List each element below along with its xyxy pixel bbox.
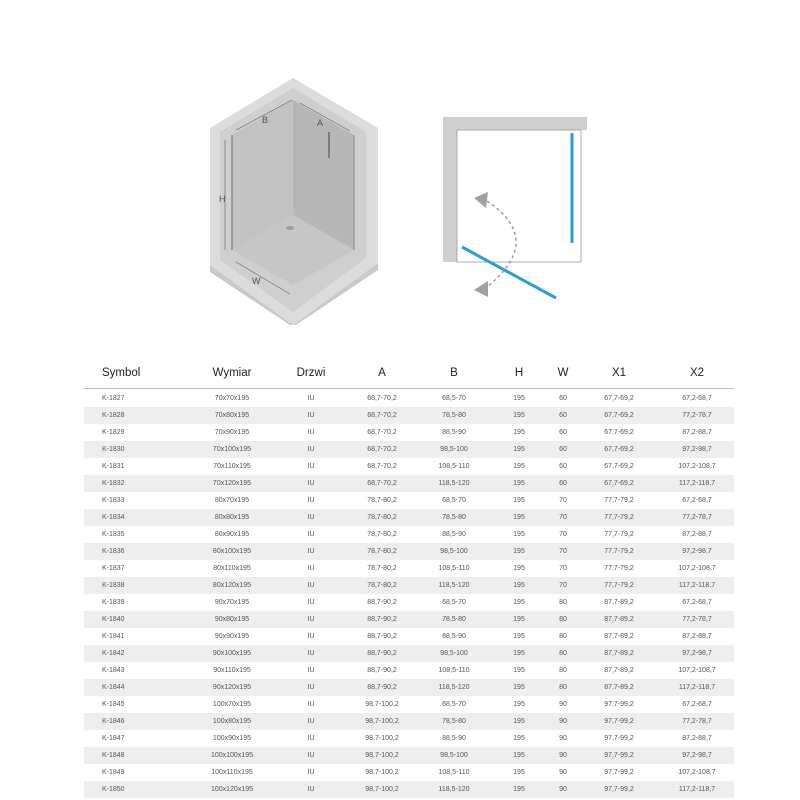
cell-a: 98,7-100,2 [346,747,418,764]
cell-symbol: K-1850 [84,781,188,798]
table-row [84,747,734,764]
cell-wymiar: 100x110x195 [211,769,253,776]
cell-symbol: K-1837 [102,565,125,572]
table-row [84,424,734,441]
cell-a: 98,7-100,2 [365,735,399,742]
cell-w: 80 [548,645,578,662]
column-header-wymiar: Wymiar [188,358,276,389]
cell-x1: 87,7-89,2 [604,667,634,674]
cell-w: 60 [548,441,578,458]
cell-symbol: K-1829 [102,429,125,436]
table-body [84,389,734,799]
cell-wymiar: 70x120x195 [188,475,276,492]
cell-x1: 77,7-79,2 [604,565,634,572]
cell-drzwi: IU [276,747,346,764]
cell-x2: 117,2-118,7 [660,475,734,492]
cell-wymiar: 100x70x195 [212,701,252,708]
cell-symbol: K-1839 [102,599,125,606]
cell-a: 68,7-70,2 [367,394,397,402]
cell-w: 90 [548,781,578,798]
cell-h: 195 [513,497,525,504]
cell-h: 195 [490,441,548,458]
cell-w: 90 [559,769,567,776]
cell-x2: 97,2-98,7 [660,747,734,764]
cell-x1: 77,7-79,2 [578,543,660,560]
cell-drzwi: IU [307,701,315,708]
specifications-table [84,358,734,798]
cell-wymiar: 90x80x195 [188,611,276,628]
dimension-label-w: W [252,276,261,286]
cell-x2: 97,2-98,7 [660,645,734,662]
cell-h: 195 [490,645,548,662]
cell-wymiar: 70x70x195 [214,394,250,402]
column-header-a: A [346,358,418,389]
shower-isometric-illustration [205,75,385,325]
cell-a: 78,7-80,2 [367,497,397,504]
cell-h: 195 [490,713,548,730]
cell-w: 60 [548,407,578,424]
cell-h: 195 [513,633,525,640]
cell-x2: 87,2-88,7 [682,633,712,640]
column-header-x2: X2 [660,358,734,389]
table-header-row [84,358,734,389]
cell-x2: 77,2-78,7 [660,407,734,424]
cell-a: 78,7-80,2 [346,577,418,594]
cell-h: 195 [513,463,525,470]
table-row [84,560,734,577]
cell-wymiar: 70x90x195 [214,429,250,436]
cell-b: 98,5-100 [418,645,490,662]
cell-w: 90 [548,747,578,764]
column-header-w: W [548,358,578,389]
cell-x1: 67,7-69,2 [604,463,634,470]
column-header-drzwi: Drzwi [276,358,346,389]
table-row [84,389,734,408]
cell-h: 195 [513,735,525,742]
cell-drzwi: IU [276,645,346,662]
cell-a: 98,7-100,2 [346,781,418,798]
cell-drzwi: IU [307,565,315,572]
shower-plan-illustration [440,110,590,305]
cell-a: 68,7-70,2 [367,463,397,470]
cell-b: 108,5-110 [438,667,470,674]
cell-x1: 97,7-99,2 [604,735,634,742]
cell-wymiar: 90x70x195 [214,599,250,606]
cell-symbol: K-1833 [102,497,125,504]
cell-x1: 67,7-69,2 [578,475,660,492]
cell-a: 98,7-100,2 [346,713,418,730]
table-row [84,764,734,781]
table-row [84,509,734,526]
cell-w: 60 [559,463,567,470]
cell-x2: 97,2-98,7 [660,543,734,560]
dimension-label-h: H [219,194,226,204]
cell-drzwi: IU [276,679,346,696]
cell-x2: 117,2-118,7 [660,679,734,696]
cell-b: 118,5-120 [418,475,490,492]
cell-x2: 107,2-108,7 [678,565,716,572]
cell-drzwi: IU [276,781,346,798]
cell-drzwi: IU [276,543,346,560]
cell-w: 70 [548,543,578,560]
table-row [84,781,734,798]
column-header-symbol: Symbol [84,358,188,389]
cell-a: 78,7-80,2 [367,531,397,538]
cell-wymiar: 100x120x195 [188,781,276,798]
cell-symbol: K-1848 [84,747,188,764]
cell-a: 68,7-70,2 [346,441,418,458]
cell-drzwi: IU [307,429,315,436]
cell-w: 80 [548,611,578,628]
table-row [84,407,734,424]
cell-a: 88,7-90,2 [346,679,418,696]
cell-wymiar: 80x120x195 [188,577,276,594]
cell-symbol: K-1845 [102,701,125,708]
cell-x2: 77,2-78,7 [660,713,734,730]
cell-h: 195 [490,611,548,628]
cell-b: 88,5-90 [442,735,466,742]
column-header-h: H [490,358,548,389]
cell-wymiar: 90x110x195 [213,667,251,674]
cell-x1: 77,7-79,2 [604,531,634,538]
cell-b: 98,5-100 [418,543,490,560]
cell-x1: 77,7-79,2 [578,509,660,526]
cell-w: 80 [548,679,578,696]
cell-w: 70 [559,531,567,538]
cell-h: 195 [513,429,525,436]
cell-symbol: K-1831 [102,463,125,470]
cell-wymiar: 70x80x195 [188,407,276,424]
table-row [84,441,734,458]
table-row [84,662,734,679]
cell-symbol: K-1842 [84,645,188,662]
cell-x1: 87,7-89,2 [604,633,634,640]
cell-symbol: K-1849 [102,769,125,776]
cell-x2: 117,2-118,7 [660,781,734,798]
cell-b: 88,5-90 [442,531,466,538]
cell-b: 108,5-110 [438,769,470,776]
cell-drzwi: IU [276,441,346,458]
cell-b: 68,5-70 [442,701,466,708]
cell-a: 78,7-80,2 [346,543,418,560]
cell-wymiar: 80x80x195 [188,509,276,526]
cell-x2: 97,2-98,7 [660,441,734,458]
cell-drzwi: IU [276,713,346,730]
cell-symbol: K-1843 [102,667,125,674]
cell-x1: 67,7-69,2 [578,407,660,424]
cell-b: 78,5-80 [418,611,490,628]
cell-drzwi: IU [276,611,346,628]
cell-h: 195 [490,509,548,526]
cell-x2: 67,2-68,7 [682,394,712,402]
cell-drzwi: IU [276,509,346,526]
cell-w: 60 [559,394,567,402]
table-row [84,594,734,611]
cell-b: 78,5-80 [418,713,490,730]
cell-h: 195 [490,781,548,798]
cell-wymiar: 80x110x195 [213,565,251,572]
cell-x1: 87,7-89,2 [578,645,660,662]
cell-drzwi: IU [307,497,315,504]
table-row [84,611,734,628]
cell-a: 88,7-90,2 [367,667,397,674]
cell-a: 68,7-70,2 [367,429,397,436]
cell-a: 68,7-70,2 [346,475,418,492]
cell-symbol: K-1846 [84,713,188,730]
cell-b: 118,5-120 [418,781,490,798]
cell-h: 195 [490,475,548,492]
cell-h: 195 [513,531,525,538]
dimension-label-a: A [317,118,324,128]
cell-wymiar: 80x100x195 [188,543,276,560]
cell-drzwi: IU [307,394,315,402]
cell-b: 108,5-110 [438,565,470,572]
cell-symbol: K-1832 [84,475,188,492]
cell-x2: 107,2-108,7 [678,769,716,776]
cell-symbol: K-1847 [102,735,125,742]
cell-symbol: K-1834 [84,509,188,526]
cell-w: 80 [559,667,567,674]
cell-x2: 77,2-78,7 [660,611,734,628]
cell-x1: 67,7-69,2 [604,394,634,402]
cell-w: 90 [559,701,567,708]
cell-drzwi: IU [307,463,315,470]
cell-x1: 67,7-69,2 [578,441,660,458]
cell-x2: 77,2-78,7 [660,509,734,526]
cell-h: 195 [490,747,548,764]
cell-x2: 87,2-88,7 [682,429,712,436]
cell-w: 60 [559,429,567,436]
cell-a: 78,7-80,2 [367,565,397,572]
cell-x2: 67,2-68,7 [682,701,712,708]
cell-x1: 97,7-99,2 [604,769,634,776]
cell-wymiar: 90x90x195 [214,633,250,640]
cell-b: 98,5-100 [418,441,490,458]
column-header-b: B [418,358,490,389]
cell-b: 118,5-120 [418,577,490,594]
cell-x1: 97,7-99,2 [604,701,634,708]
cell-wymiar: 100x80x195 [188,713,276,730]
cell-h: 195 [513,565,525,572]
cell-b: 68,5-70 [442,497,466,504]
cell-h: 195 [490,577,548,594]
cell-x1: 97,7-99,2 [578,747,660,764]
table-row [84,713,734,730]
cell-a: 78,7-80,2 [346,509,418,526]
cell-wymiar: 100x90x195 [212,735,252,742]
cell-x1: 67,7-69,2 [604,429,634,436]
cell-wymiar: 90x120x195 [188,679,276,696]
cell-b: 68,5-70 [442,599,466,606]
cell-h: 195 [513,394,525,402]
cell-w: 70 [559,565,567,572]
table-row [84,696,734,713]
cell-x1: 87,7-89,2 [604,599,634,606]
column-header-x1: X1 [578,358,660,389]
cell-b: 68,5-70 [442,394,466,402]
cell-a: 98,7-100,2 [365,701,399,708]
cell-a: 68,7-70,2 [346,407,418,424]
cell-x1: 77,7-79,2 [604,497,634,504]
cell-symbol: K-1835 [102,531,125,538]
cell-w: 90 [559,735,567,742]
table-row [84,577,734,594]
cell-drzwi: IU [276,577,346,594]
cell-w: 70 [548,509,578,526]
dimension-label-b: B [262,115,269,125]
cell-w: 70 [559,497,567,504]
cell-a: 88,7-90,2 [367,599,397,606]
cell-h: 195 [513,769,525,776]
cell-x2: 107,2-108,7 [678,667,716,674]
cell-drzwi: IU [307,735,315,742]
cell-w: 80 [559,633,567,640]
cell-x2: 67,2-68,7 [682,599,712,606]
cell-w: 80 [559,599,567,606]
cell-wymiar: 80x70x195 [214,497,250,504]
cell-b: 118,5-120 [418,679,490,696]
cell-symbol: K-1838 [84,577,188,594]
cell-wymiar: 70x110x195 [213,463,251,470]
cell-symbol: K-1836 [84,543,188,560]
cell-a: 88,7-90,2 [346,611,418,628]
cell-a: 88,7-90,2 [346,645,418,662]
cell-b: 78,5-80 [418,509,490,526]
cell-b: 78,5-80 [418,407,490,424]
cell-a: 98,7-100,2 [365,769,399,776]
table-row [84,645,734,662]
cell-drzwi: IU [276,407,346,424]
table-row [84,679,734,696]
cell-x2: 87,2-88,7 [682,531,712,538]
cell-drzwi: IU [307,633,315,640]
cell-drzwi: IU [307,769,315,776]
table-row [84,526,734,543]
cell-drzwi: IU [307,531,315,538]
table-row [84,543,734,560]
cell-symbol: K-1844 [84,679,188,696]
cell-x2: 117,2-118,7 [660,577,734,594]
cell-b: 98,5-100 [418,747,490,764]
cell-w: 90 [548,713,578,730]
cell-h: 195 [513,667,525,674]
cell-symbol: K-1828 [84,407,188,424]
cell-x1: 97,7-99,2 [578,713,660,730]
cell-b: 108,5-110 [438,463,470,470]
cell-x1: 87,7-89,2 [578,611,660,628]
cell-symbol: K-1830 [84,441,188,458]
cell-b: 88,5-90 [442,633,466,640]
cell-wymiar: 90x100x195 [188,645,276,662]
cell-x1: 77,7-79,2 [578,577,660,594]
cell-symbol: K-1827 [102,394,125,402]
cell-b: 88,5-90 [442,429,466,436]
table-row [84,492,734,509]
cell-x2: 87,2-88,7 [682,735,712,742]
cell-w: 60 [548,475,578,492]
cell-x1: 97,7-99,2 [578,781,660,798]
cell-drzwi: IU [276,475,346,492]
cell-symbol: K-1840 [84,611,188,628]
cell-h: 195 [513,599,525,606]
cell-x2: 67,2-68,7 [682,497,712,504]
cell-h: 195 [513,701,525,708]
cell-wymiar: 80x90x195 [214,531,250,538]
table-row [84,475,734,492]
cell-h: 195 [490,543,548,560]
table-row [84,458,734,475]
cell-symbol: K-1841 [102,633,125,640]
cell-wymiar: 70x100x195 [188,441,276,458]
cell-h: 195 [490,679,548,696]
cell-a: 88,7-90,2 [367,633,397,640]
cell-w: 70 [548,577,578,594]
cell-x2: 107,2-108,7 [678,463,716,470]
table-row [84,730,734,747]
cell-h: 195 [490,407,548,424]
cell-drzwi: IU [307,599,315,606]
cell-x1: 87,7-89,2 [578,679,660,696]
cell-wymiar: 100x100x195 [188,747,276,764]
table-row [84,628,734,645]
cell-drzwi: IU [307,667,315,674]
